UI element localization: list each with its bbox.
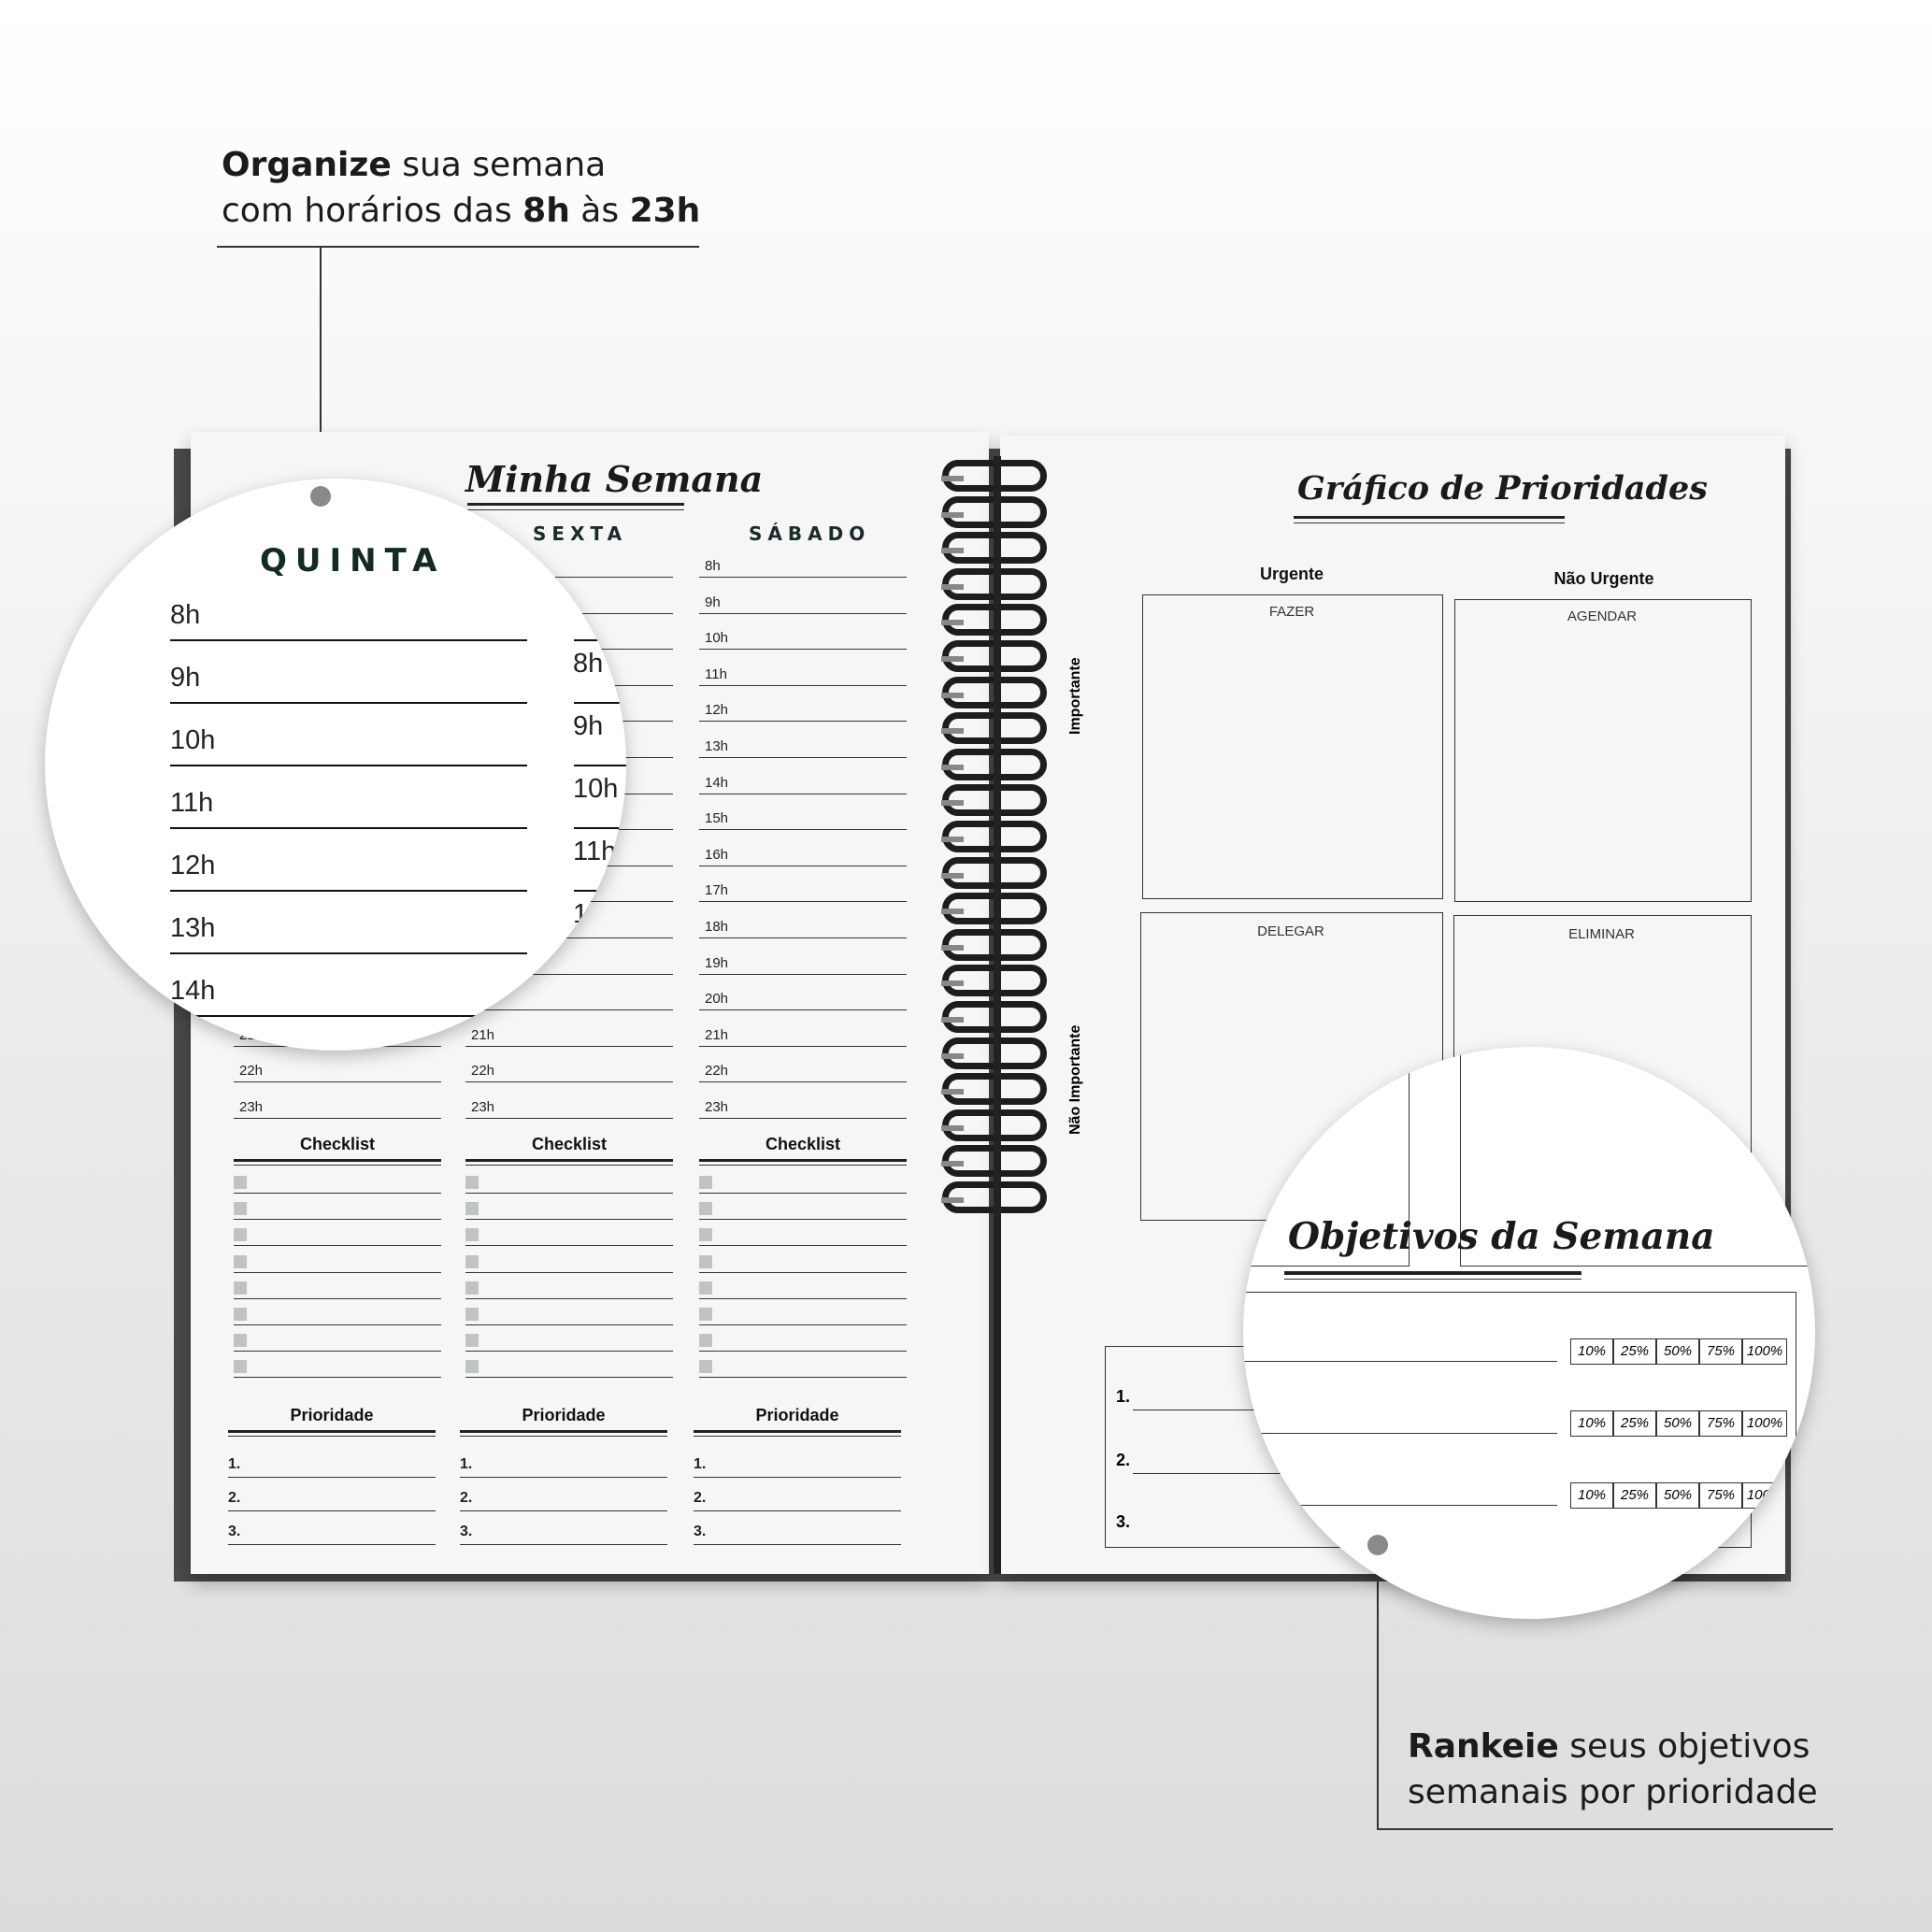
hour-line (465, 1046, 673, 1047)
percentage-box[interactable]: 25% (1613, 1410, 1656, 1437)
hour-label: 11h (705, 665, 727, 682)
zoom-hour-label-next-col: 8h (573, 649, 604, 679)
checklist-label: Checklist (299, 1135, 376, 1153)
hour-line (699, 577, 907, 578)
callout-top-bold-23h: 23h (629, 192, 701, 230)
checklist-line (699, 1324, 907, 1325)
zoom-circle-schedule (45, 479, 626, 1051)
checklist-line (234, 1377, 441, 1378)
checklist-line (234, 1351, 441, 1352)
hour-label: 21h (471, 1026, 495, 1043)
percentage-box[interactable]: 100% (1742, 1338, 1787, 1365)
callout-bottom-dot (1367, 1535, 1388, 1555)
checklist-line (234, 1298, 441, 1299)
checkbox (699, 1281, 712, 1295)
callout-top-underline (217, 246, 699, 248)
checkbox (234, 1176, 247, 1189)
zoom-hour-label-next-col: 10h (573, 774, 619, 804)
priority-underline (460, 1430, 667, 1433)
checkbox (465, 1202, 479, 1215)
priority-line (460, 1510, 667, 1511)
quadrant-label-fazer: FAZER (1268, 604, 1315, 620)
checkbox (234, 1255, 247, 1268)
zoom-hour-label-next-col: 11h (573, 837, 617, 866)
callout-top-text-3: às (569, 192, 630, 230)
zoom-hour-label-next-col: 14h (573, 1024, 619, 1051)
zoom-day-quinta: QUINTA (260, 542, 446, 580)
priority-underline-2 (694, 1436, 901, 1437)
priority-number: 1. (460, 1456, 473, 1472)
checkbox (465, 1176, 479, 1189)
priority-number: 3. (228, 1524, 241, 1539)
priority-label: Prioridade (290, 1406, 374, 1424)
left-title-underline-2 (467, 509, 684, 510)
checklist-line (465, 1193, 673, 1194)
checkbox (699, 1202, 712, 1215)
zoom-objective-line (1243, 1505, 1557, 1506)
checklist-line (465, 1298, 673, 1299)
zoom-hour-label: 9h (170, 663, 201, 693)
checkbox (699, 1176, 712, 1189)
zoom-hour-label: 12h (170, 851, 216, 880)
checklist-line (234, 1193, 441, 1194)
percentage-box[interactable]: 50% (1656, 1482, 1699, 1509)
priority-number: 1. (228, 1456, 241, 1472)
checklist-underline (234, 1159, 441, 1162)
checklist-line (699, 1245, 907, 1246)
zoom-percentage-row (1570, 1482, 1787, 1509)
priority-number: 2. (460, 1490, 473, 1506)
left-title-underline (467, 503, 684, 506)
percentage-box[interactable]: 100% (1742, 1410, 1787, 1437)
checklist-line (465, 1219, 673, 1220)
checklist-label: Checklist (765, 1135, 841, 1153)
checklist-line (234, 1219, 441, 1220)
percentage-box[interactable]: 10% (1570, 1338, 1613, 1365)
checklist-line (234, 1245, 441, 1246)
row-header-nao-importante: Não Importante (1067, 1024, 1083, 1135)
zoom-hour-label: 8h (170, 600, 201, 630)
priority-underline-2 (460, 1436, 667, 1437)
hour-label: 21h (705, 1026, 729, 1043)
hour-line (699, 649, 907, 650)
zoom-hour-label: 11h (170, 788, 214, 818)
hour-label: 8h (705, 558, 721, 574)
checkbox (234, 1202, 247, 1215)
hour-line (699, 1118, 907, 1119)
hour-line (699, 901, 907, 902)
objective-2: 2. (1116, 1451, 1131, 1469)
quadrant-label-agendar: AGENDAR (1567, 608, 1638, 624)
zoom-percentage-row (1570, 1410, 1787, 1437)
hour-label: 22h (471, 1063, 495, 1080)
hour-label: 20h (705, 991, 729, 1008)
hour-label: 16h (705, 846, 729, 863)
zoom-hour-line-next-col (574, 765, 626, 766)
priority-line (460, 1477, 667, 1478)
priority-line (228, 1544, 436, 1545)
hour-label: 19h (705, 954, 729, 971)
zoom-hour-line-next-col (574, 890, 626, 892)
checkbox (699, 1308, 712, 1321)
priority-line (694, 1544, 901, 1545)
callout-top-text-2: com horários das (222, 192, 523, 230)
checkbox (465, 1334, 479, 1347)
col-header-nao-urgente: Não Urgente (1553, 569, 1654, 588)
priority-line (228, 1477, 436, 1478)
checkbox (234, 1308, 247, 1321)
zoom-hour-line-next-col (574, 1015, 626, 1017)
zoom-circle-objectives (1243, 1047, 1815, 1619)
zoom-title-underline-2 (1284, 1279, 1581, 1280)
objective-3: 3. (1116, 1512, 1131, 1531)
priority-line (694, 1510, 901, 1511)
priority-number: 3. (694, 1524, 707, 1539)
checklist-underline-2 (699, 1165, 907, 1166)
hour-line (234, 1081, 441, 1082)
callout-bottom-underline (1377, 1828, 1833, 1830)
hour-label: 22h (705, 1063, 729, 1080)
day-header-sabado: SÁBADO (749, 522, 871, 545)
priority-underline (694, 1430, 901, 1433)
hour-line (699, 721, 907, 722)
hour-label: 23h (705, 1099, 729, 1115)
hour-label: 18h (705, 919, 729, 935)
checkbox (465, 1228, 479, 1241)
zoom-hour-line-next-col (574, 639, 626, 641)
zoom-hour-line (170, 702, 527, 704)
callout-top (222, 142, 745, 234)
quadrant-fazer (1142, 594, 1443, 899)
zoom-hour-line-next-col (574, 827, 626, 829)
checkbox (234, 1334, 247, 1347)
percentage-box[interactable]: 50% (1656, 1338, 1699, 1365)
priority-number: 2. (228, 1490, 241, 1506)
checklist-line (699, 1377, 907, 1378)
percentage-box[interactable]: 100% (1742, 1482, 1787, 1509)
zoom-title-underline (1284, 1271, 1581, 1275)
checkbox (699, 1228, 712, 1241)
percentage-box[interactable]: 50% (1656, 1410, 1699, 1437)
checkbox (234, 1228, 247, 1241)
row-header-importante: Importante (1067, 657, 1083, 735)
checkbox (699, 1360, 712, 1373)
hour-line (465, 1009, 673, 1010)
checklist-underline (699, 1159, 907, 1162)
hour-label: 22h (239, 1063, 264, 1080)
priority-number: 3. (460, 1524, 473, 1539)
zoom-hour-line (170, 1015, 527, 1017)
callout-bottom-text-2: semanais por prioridade (1408, 1773, 1818, 1811)
zoom-hour-label: 10h (170, 725, 216, 755)
checklist-line (465, 1377, 673, 1378)
hour-line (699, 757, 907, 758)
priority-label: Prioridade (755, 1406, 839, 1424)
right-page-title: Gráfico de Prioridades (1297, 469, 1708, 508)
zoom-hour-line (170, 890, 527, 892)
priority-line (460, 1544, 667, 1545)
percentage-box[interactable]: 75% (1699, 1338, 1742, 1365)
priority-label: Prioridade (522, 1406, 606, 1424)
percentage-box[interactable]: 25% (1613, 1482, 1656, 1509)
percentage-box[interactable]: 75% (1699, 1410, 1742, 1437)
hour-line (699, 937, 907, 938)
percentage-box[interactable]: 10% (1570, 1482, 1613, 1509)
zoom-hour-label-next-col: 9h (573, 711, 604, 741)
checklist-line (465, 1272, 673, 1273)
zoom-objective-line (1243, 1433, 1557, 1434)
hour-label: 10h (705, 630, 729, 647)
callout-bottom-text: seus objetivos (1558, 1727, 1810, 1766)
callout-top-bold-organize: Organize (222, 146, 392, 184)
hour-line (699, 613, 907, 614)
checkbox (699, 1255, 712, 1268)
hour-label: 15h (705, 810, 729, 827)
callout-bottom (1408, 1724, 1894, 1815)
priority-number: 1. (694, 1456, 707, 1472)
checklist-line (465, 1351, 673, 1352)
checklist-label: Checklist (531, 1135, 608, 1153)
objective-1: 1. (1116, 1387, 1131, 1406)
priority-underline-2 (228, 1436, 436, 1437)
hour-line (699, 1081, 907, 1082)
left-page-title: Minha Semana (465, 458, 764, 500)
zoom-hour-line (170, 952, 527, 954)
zoom-hour-label: 13h (170, 913, 216, 943)
spiral-spine (994, 456, 1001, 1574)
zoom-hour-label-next-col: 13h (573, 962, 619, 992)
checkbox (234, 1360, 247, 1373)
checklist-line (465, 1324, 673, 1325)
hour-line (699, 1046, 907, 1047)
percentage-box[interactable]: 75% (1699, 1482, 1742, 1509)
checklist-line (699, 1219, 907, 1220)
callout-bottom-bold: Rankeie (1408, 1727, 1559, 1766)
zoom-percentage-row (1570, 1338, 1787, 1365)
hour-line (234, 1118, 441, 1119)
zoom-hour-line-next-col (574, 952, 626, 954)
col-header-urgente: Urgente (1259, 565, 1324, 583)
hour-label: 23h (239, 1099, 264, 1115)
hour-line (699, 685, 907, 686)
quadrant-label-delegar: DELEGAR (1257, 923, 1324, 939)
checkbox (465, 1255, 479, 1268)
percentage-box[interactable]: 10% (1570, 1410, 1613, 1437)
priority-number: 2. (694, 1490, 707, 1506)
day-header-sexta: SEXTA (533, 522, 628, 545)
right-title-underline (1294, 516, 1565, 519)
percentage-box[interactable]: 25% (1613, 1338, 1656, 1365)
zoom-hour-label-next-col: 12h (573, 899, 619, 929)
hour-line (699, 1009, 907, 1010)
zoom-hour-line (170, 827, 527, 829)
priority-line (228, 1510, 436, 1511)
callout-top-dot (310, 486, 331, 507)
hour-line (699, 974, 907, 975)
zoom-objective-line (1243, 1361, 1557, 1362)
checklist-underline-2 (465, 1165, 673, 1166)
zoom-hour-line (170, 639, 527, 641)
zoom-objectives-title: Objetivos da Semana (1288, 1215, 1715, 1258)
checklist-line (699, 1193, 907, 1194)
checkbox (699, 1334, 712, 1347)
hour-label: 13h (705, 738, 729, 754)
checklist-underline (465, 1159, 673, 1162)
checklist-line (234, 1272, 441, 1273)
checkbox (465, 1308, 479, 1321)
checkbox (234, 1281, 247, 1295)
callout-top-text: sua semana (391, 146, 607, 184)
checklist-underline-2 (234, 1165, 441, 1166)
checklist-line (234, 1324, 441, 1325)
priority-line (694, 1477, 901, 1478)
hour-label: 23h (471, 1099, 495, 1115)
quadrant-label-eliminar: ELIMINAR (1568, 926, 1635, 942)
zoom-hour-line (170, 765, 527, 766)
checkbox (465, 1281, 479, 1295)
checklist-line (465, 1245, 673, 1246)
right-title-underline-2 (1294, 522, 1565, 523)
hour-label: 17h (705, 882, 729, 899)
checklist-line (699, 1272, 907, 1273)
checklist-line (699, 1298, 907, 1299)
zoom-hour-line-next-col (574, 702, 626, 704)
checklist-line (699, 1351, 907, 1352)
checkbox (465, 1360, 479, 1373)
hour-label: 9h (705, 594, 721, 610)
hour-label: 12h (705, 702, 729, 719)
hour-line (465, 1081, 673, 1082)
hour-line (465, 1118, 673, 1119)
hour-line (699, 829, 907, 830)
hour-label: 14h (705, 774, 729, 791)
priority-underline (228, 1430, 436, 1433)
zoom-hour-label: 14h (170, 976, 216, 1006)
quadrant-agendar (1454, 599, 1752, 902)
callout-top-bold-8h: 8h (522, 192, 570, 230)
